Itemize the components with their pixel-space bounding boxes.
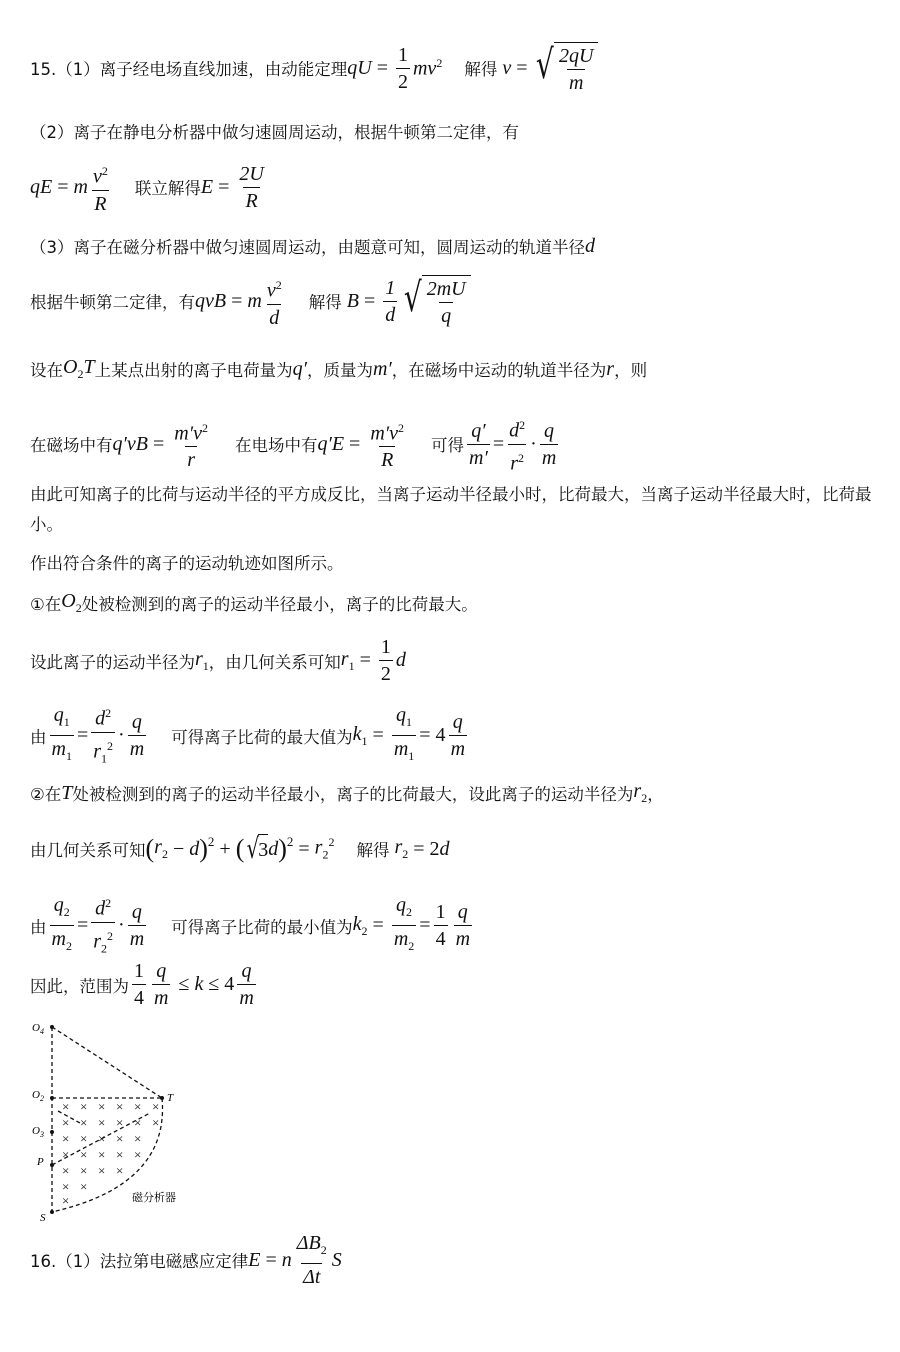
magnetic-analyzer-figure [30, 1015, 200, 1225]
label-o4: $O_4$ [32, 1022, 44, 1036]
field-x-mark: × [134, 1147, 142, 1162]
q15-figure-intro: 作出符合条件的离子的运动轨迹如图所示。 [30, 554, 344, 573]
field-x-mark: × [116, 1147, 124, 1162]
field-x-mark: × [98, 1099, 106, 1114]
field-x-mark: × [134, 1115, 142, 1130]
field-x-mark: × [80, 1163, 88, 1178]
field-x-mark: × [152, 1099, 160, 1114]
q15-case2-min: 由 $\frac{q_2}{m_2}$ = $\frac{d^2}{r_2^2}$ · $\frac{q}{m}$ 可得离子比荷的最小值为 $k_2$ = $\frac{q_2}{m_2}$ = $\frac{1}{4}$ $\frac{q}{m}$ [30, 892, 475, 959]
q15-case2-line: ②在 T 处被检测到的离子的运动半径最小，离子的比荷最大，设此离子的运动半径为 $r_2$ ， [30, 780, 664, 805]
q15-case1-radius-b: ，由几何关系可知 [208, 652, 341, 672]
field-x-mark: × [80, 1099, 88, 1114]
q15-assume-c: ，质量为 [306, 361, 373, 380]
field-x-mark: × [80, 1147, 88, 1162]
q15-case1-max: 由 $\frac{q_1}{m_1}$ = $\frac{d^2}{r_1^2}$ · $\frac{q}{m}$ 可得离子比荷的最大值为 $k_1$ = $\frac{q_1}{m_1}$ = 4 $\frac{q}{m}$ [30, 702, 470, 769]
q15-case2-geometry: 由几何关系可知 ( $r_2$ − d ) $^2$ + ( √ 3 d ) $^2$ = $r_2^2$ 解得 $r_2$ = 2 d [30, 832, 450, 865]
q15-case1-b: 处被检测到的离子的运动半径最小，离子的比荷最大。 [81, 595, 478, 614]
q15-part3-line [30, 234, 595, 258]
label-o3: $O_3$ [32, 1125, 44, 1139]
figure-caption: 磁分析器 [132, 1191, 176, 1204]
field-x-mark: × [116, 1163, 124, 1178]
radius-symbol-d: d [585, 234, 595, 257]
label-t: T [167, 1092, 174, 1104]
q15-newton-solve: 解得 [308, 293, 342, 313]
q15-assume-a: 设在 [30, 361, 63, 380]
field-x-mark: × [98, 1115, 106, 1130]
field-x-mark: × [116, 1131, 124, 1146]
field-x-mark: × [62, 1147, 70, 1162]
equation-kinetic-energy: qU [347, 56, 372, 79]
label-p: P [37, 1156, 44, 1168]
q15-newton-lead: 根据牛顿第二定律，有 [30, 293, 195, 313]
q16-part1-line: 16.（1）法拉第电磁感应定律 E = n $\frac{\Delta B_2}{\Delta t}$ S [30, 1232, 342, 1288]
q15-case2-min-b: 可得离子比荷的最小值为 [171, 917, 353, 937]
q15-part1-line: 15.（1）离子经电场直线加速，由动能定理 qU = $\frac{1}{2}$ $mv^2$ 解得 v = √ $\frac{2qU}{m}$ [30, 42, 598, 94]
field-x-mark: × [62, 1163, 70, 1178]
q15-case1-a: ①在 [30, 595, 62, 614]
field-x-mark: × [80, 1115, 88, 1130]
field-x-mark: × [98, 1163, 106, 1178]
q15-assume-e: ，则 [614, 361, 648, 380]
q15-case1-line: ①在 $O_2$ 处被检测到的离子的运动半径最小，离子的比荷最大。 [30, 590, 478, 615]
field-x-mark: × [116, 1099, 124, 1114]
field-x-mark: × [134, 1131, 142, 1146]
q15-part1-solve: 解得 [464, 60, 498, 79]
field-x-mark: × [116, 1115, 124, 1130]
q15-field-c: 可得 [431, 436, 465, 456]
q15-field-b: 在电场中有 [234, 436, 318, 456]
q15-field-equations: 在磁场中有 q′vB = $\frac{m'v^2}{r}$ 在电场中有 q′E = $\frac{m'v^2}{R}$ 可得 $\frac{q'}{m'}$ = $\frac{d^2}{r^2}$ · $\frac{q}{m}$ [30, 418, 557, 475]
q15-case1-max-b: 可得离子比荷的最大值为 [171, 727, 353, 747]
field-x-mark: × [80, 1131, 88, 1146]
q15-case2-geometry-a: 由几何关系可知 [30, 841, 146, 860]
q15-case1-radius: 设此离子的运动半径为 $r_1$ ，由几何关系可知 $r_1$ = $\frac{1}{2}$ d [30, 636, 406, 685]
q15-part2-equation: qE = m $\frac{v^2}{R}$ 联立解得 E = $\frac{2U}{R}$ [30, 162, 264, 215]
q15-field-a: 在磁场中有 [30, 436, 113, 456]
q15-part3-text: （3）离子在磁分析器中做匀速圆周运动，由题意可知，圆周运动的轨道半径 [30, 238, 585, 257]
field-x-mark: × [98, 1147, 106, 1162]
field-x-mark: × [98, 1131, 106, 1146]
fraction-one-half: $\frac{1}{2}$ [397, 43, 408, 93]
q15-case2-a: ②在 [30, 785, 62, 804]
field-x-mark: × [134, 1099, 142, 1114]
q15-part2-joint: 联立解得 [134, 179, 201, 199]
q15-case2-c: ， [647, 785, 664, 804]
q15-case2-geometry-b: 解得 [356, 841, 390, 860]
q15-case1-max-a: 由 [30, 727, 47, 747]
label-s: S [40, 1212, 46, 1224]
q15-part2-text: （2）离子在静电分析器中做匀速圆周运动，根据牛顿第二定律，有 [30, 123, 519, 142]
field-x-mark: × [62, 1179, 70, 1194]
field-x-mark: × [62, 1099, 70, 1114]
q15-case2-min-a: 由 [30, 917, 47, 937]
field-x-mark: × [152, 1115, 160, 1130]
field-x-mark: × [62, 1131, 70, 1146]
figure-o4-to-t-line [52, 1027, 162, 1098]
label-o2: $O_2$ [32, 1089, 44, 1103]
q15-newton-line: 根据牛顿第二定律，有 qvB = m $\frac{v^2}{d}$ 解得 B = $\frac{1}{d}$ √ $\frac{2mU}{q}$ [30, 274, 471, 329]
q15-case2-b: 处被检测到的离子的运动半径最小，离子的比荷最大，设此离子的运动半径为 [72, 785, 634, 804]
q15-conclusion-text: 由此可知离子的比荷与运动半径的平方成反比，当离子运动半径最小时，比荷最大，当离子运动半径最大时，比荷最小。 [30, 485, 872, 534]
q15-case1-radius-a: 设此离子的运动半径为 [30, 652, 195, 672]
q15-assume-b: 上某点出射的离子电荷量为 [94, 361, 293, 380]
q15-range-a: 因此，范围为 [30, 976, 129, 996]
field-x-mark: × [62, 1115, 70, 1130]
field-x-mark: × [62, 1193, 70, 1208]
q15-range-line: 因此，范围为 $\frac{1}{4}$ $\frac{q}{m}$ ≤ k ≤ 4 $\frac{q}{m}$ [30, 960, 254, 1009]
q15-part1-lead: 15.（1）离子经电场直线加速，由动能定理 [30, 60, 348, 79]
field-x-mark: × [80, 1179, 88, 1194]
q16-part1-lead: 16.（1）法拉第电磁感应定律 [30, 1252, 249, 1271]
q15-assume-d: ，在磁场中运动的轨道半径为 [391, 361, 607, 380]
sqrt-2qU-over-m: √ $\frac{2qU}{m}$ [532, 42, 598, 94]
q15-assume-line: 设在 $O_2T$ 上某点出射的离子电荷量为 q′ ，质量为 m′ ，在磁场中运动的轨道半径为 r ，则 [30, 356, 648, 381]
